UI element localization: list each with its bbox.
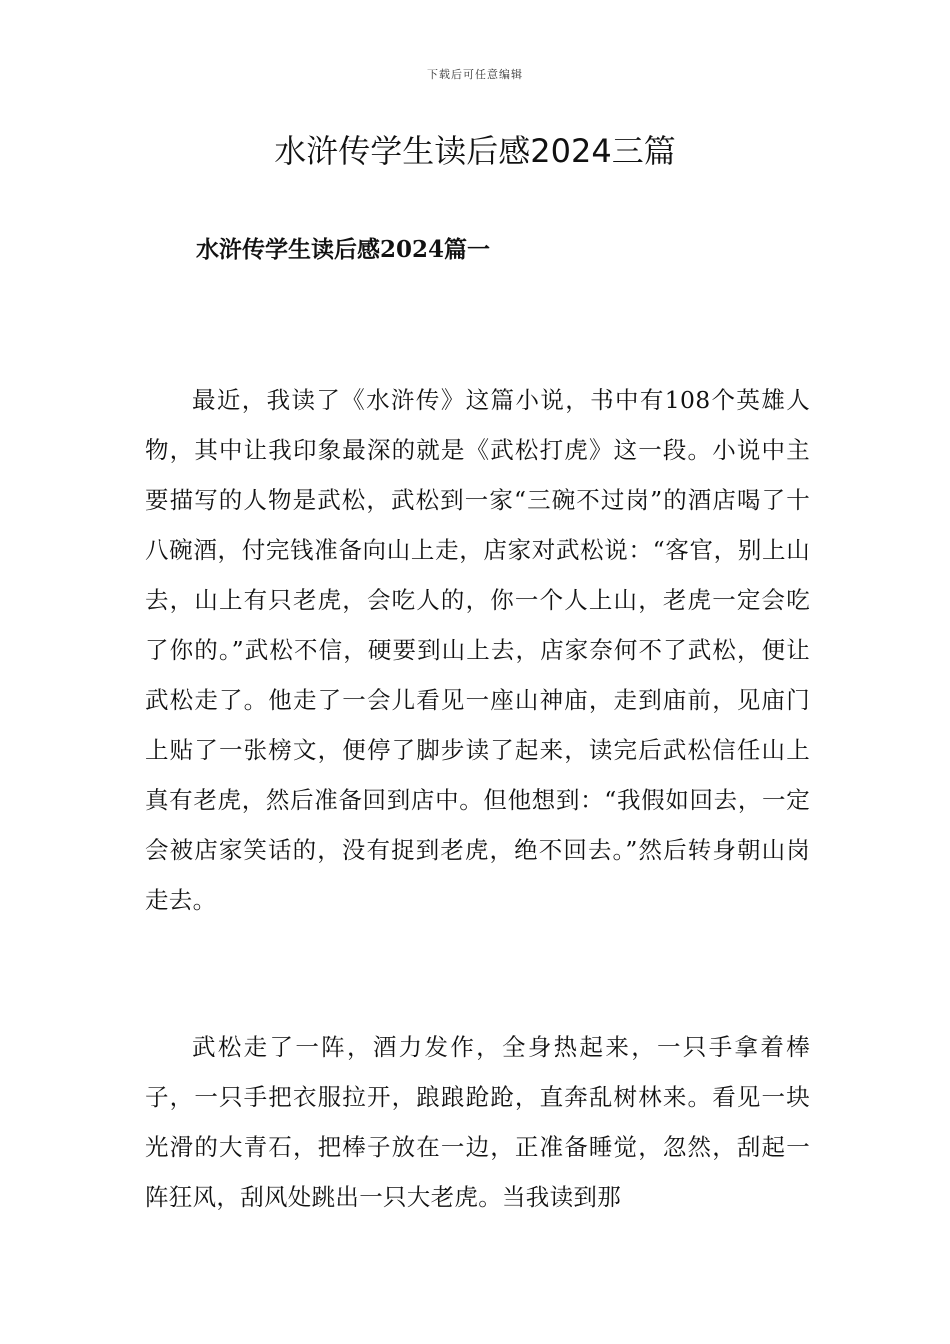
body-paragraph-1: 最近，我读了《水浒传》这篇小说，书中有108个英雄人物，其中让我印象最深的就是《武松打虎》这一段。小说中主要描写的人物是武松，武松到一家“三碗不过岗”的酒店喝了十八碗酒，付完钱准备向山上走，店家对武松说：“客官，别上山去，山上有只老虎，会吃人的，你一个人上山，老虎一定会吃了你的。”武松不信，硬要到山上去，店家奈何不了武松，便让武松走了。他走了一会儿看见一座山神庙，走到庙前，见庙门上贴了一张榜文，便停了脚步读了起来，读完后武松信任山上真有老虎，然后准备回到店中。但他想到：“我假如回去，一定会被店家笑话的，没有捉到老虎，绝不回去。”然后转身朝山岗走去。 bbox=[145, 386, 810, 914]
section-title: 水浒传学生读后感2024篇一 bbox=[196, 236, 491, 263]
body-paragraph-2: 武松走了一阵，酒力发作，全身热起来，一只手拿着棒子，一只手把衣服拉开，踉踉跄跄，直奔乱树林来。看见一块光滑的大青石，把棒子放在一边，正准备睡觉，忽然，刮起一阵狂风，刮风处跳出一只大老虎。当我读到那 bbox=[145, 1033, 810, 1211]
header-note: 下载后可任意编辑 bbox=[427, 68, 523, 81]
page-title: 水浒传学生读后感2024三篇 bbox=[274, 132, 676, 170]
